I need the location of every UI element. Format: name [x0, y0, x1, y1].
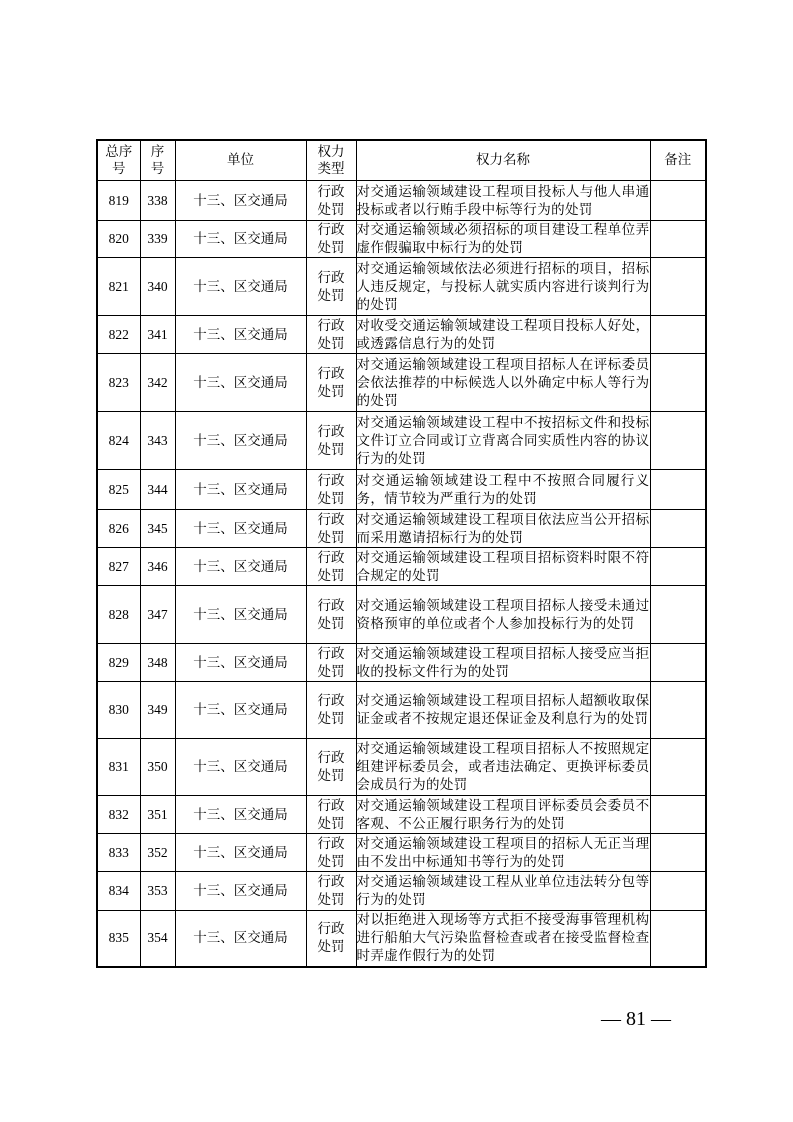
- header-name: 权力名称: [356, 140, 650, 181]
- cell-unit: 十三、区交通局: [175, 644, 306, 682]
- cell-unit: 十三、区交通局: [175, 412, 306, 470]
- cell-note: [650, 739, 706, 796]
- cell-type: 行政处罚: [306, 510, 356, 548]
- table-row: [97, 181, 706, 221]
- cell-unit: 十三、区交通局: [175, 586, 306, 644]
- table-row: [97, 911, 706, 967]
- header-total-no: 总序号: [97, 140, 140, 181]
- cell-type: 行政处罚: [306, 872, 356, 911]
- cell-total-no: 824: [97, 412, 140, 470]
- cell-total-no: 819: [97, 181, 140, 221]
- cell-note: [650, 796, 706, 834]
- cell-unit: 十三、区交通局: [175, 181, 306, 221]
- cell-note: [650, 834, 706, 872]
- cell-total-no: 833: [97, 834, 140, 872]
- header-type: 权力类型: [306, 140, 356, 181]
- cell-name: 对交通运输领域建设工程项目招标资料时限不符合规定的处罚: [356, 549, 650, 584]
- cell-type: 行政处罚: [306, 354, 356, 412]
- header-seq-no: 序号: [140, 140, 175, 181]
- cell-total-no: 829: [97, 644, 140, 682]
- cell-total-no: 835: [97, 911, 140, 967]
- table-row: [97, 739, 706, 796]
- table-row: [97, 644, 706, 682]
- cell-seq-no: 344: [140, 470, 175, 510]
- cell-seq-no: 349: [140, 682, 175, 739]
- cell-unit: 十三、区交通局: [175, 911, 306, 967]
- cell-note: [650, 548, 706, 586]
- page-number: — 81 —: [601, 1008, 671, 1030]
- cell-seq-no: 352: [140, 834, 175, 872]
- cell-unit: 十三、区交通局: [175, 548, 306, 586]
- table-row: [97, 221, 706, 258]
- table-body: [97, 181, 706, 967]
- cell-total-no: 831: [97, 739, 140, 796]
- power-list-table: [96, 139, 707, 968]
- cell-name: 对交通运输领域建设工程项目招标人不按照规定组建评标委员会，或者违法确定、更换评标委员会成员行为的处罚: [356, 739, 650, 796]
- table-row: [97, 470, 706, 510]
- cell-type: 行政处罚: [306, 470, 356, 510]
- cell-total-no: 827: [97, 548, 140, 586]
- table-row: [97, 354, 706, 412]
- cell-name: 对以拒绝进入现场等方式拒不接受海事管理机构进行船舶大气污染监督检查或者在接受监督检查时弄虚作假行为的处罚: [356, 911, 650, 967]
- cell-type: 行政处罚: [306, 834, 356, 872]
- cell-seq-no: 348: [140, 644, 175, 682]
- cell-type: 行政处罚: [306, 682, 356, 739]
- cell-seq-no: 350: [140, 739, 175, 796]
- cell-note: [650, 221, 706, 258]
- cell-seq-no: 353: [140, 872, 175, 911]
- cell-total-no: 821: [97, 258, 140, 316]
- cell-name: 对收受交通运输领域建设工程项目投标人好处，或透露信息行为的处罚: [356, 317, 650, 352]
- cell-name: 对交通运输领域必须招标的项目建设工程单位弄虚作假骗取中标行为的处罚: [356, 222, 650, 256]
- cell-total-no: 820: [97, 221, 140, 258]
- cell-type: 行政处罚: [306, 316, 356, 354]
- table-row: [97, 796, 706, 834]
- cell-name: 对交通运输领域建设工程项目招标人超额收取保证金或者不按规定退还保证金及利息行为的处罚: [356, 682, 650, 739]
- cell-type: 行政处罚: [306, 258, 356, 316]
- cell-type: 行政处罚: [306, 221, 356, 258]
- table-header-row: [97, 140, 706, 181]
- cell-type: 行政处罚: [306, 796, 356, 834]
- cell-seq-no: 342: [140, 354, 175, 412]
- cell-total-no: 834: [97, 872, 140, 911]
- cell-unit: 十三、区交通局: [175, 354, 306, 412]
- cell-name: 对交通运输领域建设工程项目投标人与他人串通投标或者以行贿手段中标等行为的处罚: [356, 181, 650, 221]
- cell-total-no: 822: [97, 316, 140, 354]
- cell-note: [650, 181, 706, 221]
- cell-type: 行政处罚: [306, 644, 356, 682]
- cell-type: 行政处罚: [306, 586, 356, 644]
- cell-note: [650, 911, 706, 967]
- cell-note: [650, 872, 706, 911]
- table-row: [97, 412, 706, 470]
- table-row: [97, 548, 706, 586]
- cell-total-no: 832: [97, 796, 140, 834]
- table-row: [97, 682, 706, 739]
- table-row: [97, 316, 706, 354]
- cell-name: 对交通运输领域建设工程从业单位违法转分包等行为的处罚: [356, 872, 650, 911]
- cell-type: 行政处罚: [306, 739, 356, 796]
- cell-note: [650, 586, 706, 644]
- cell-unit: 十三、区交通局: [175, 834, 306, 872]
- cell-note: [650, 412, 706, 470]
- cell-unit: 十三、区交通局: [175, 316, 306, 354]
- cell-total-no: 828: [97, 586, 140, 644]
- cell-name: 对交通运输领域建设工程项目依法应当公开招标而采用邀请招标行为的处罚: [356, 511, 650, 546]
- cell-unit: 十三、区交通局: [175, 796, 306, 834]
- cell-unit: 十三、区交通局: [175, 682, 306, 739]
- cell-name: 对交通运输领域建设工程项目招标人接受应当拒收的投标文件行为的处罚: [356, 645, 650, 680]
- cell-unit: 十三、区交通局: [175, 258, 306, 316]
- cell-unit: 十三、区交通局: [175, 872, 306, 911]
- cell-seq-no: 338: [140, 181, 175, 221]
- cell-note: [650, 354, 706, 412]
- cell-note: [650, 510, 706, 548]
- cell-name: 对交通运输领域建设工程中不按招标文件和投标文件订立合同或订立背离合同实质性内容的协议行为的处罚: [356, 412, 650, 470]
- table-row: [97, 258, 706, 316]
- cell-total-no: 830: [97, 682, 140, 739]
- cell-note: [650, 644, 706, 682]
- cell-unit: 十三、区交通局: [175, 510, 306, 548]
- cell-note: [650, 682, 706, 739]
- table-row: [97, 872, 706, 911]
- cell-seq-no: 347: [140, 586, 175, 644]
- header-unit: 单位: [175, 140, 306, 181]
- cell-name: 对交通运输领域建设工程项目招标人在评标委员会依法推荐的中标候选人以外确定中标人等行为的处罚: [356, 354, 650, 412]
- cell-name: 对交通运输领域依法必须进行招标的项目，招标人违反规定，与投标人就实质内容进行谈判行为的处罚: [356, 258, 650, 316]
- cell-type: 行政处罚: [306, 412, 356, 470]
- cell-total-no: 825: [97, 470, 140, 510]
- header-note: 备注: [650, 140, 706, 181]
- table-row: [97, 834, 706, 872]
- cell-seq-no: 346: [140, 548, 175, 586]
- cell-note: [650, 470, 706, 510]
- cell-note: [650, 316, 706, 354]
- cell-name: 对交通运输领域建设工程项目评标委员会委员不客观、不公正履行职务行为的处罚: [356, 797, 650, 832]
- cell-type: 行政处罚: [306, 181, 356, 221]
- cell-unit: 十三、区交通局: [175, 470, 306, 510]
- cell-name: 对交通运输领域建设工程项目的招标人无正当理由不发出中标通知书等行为的处罚: [356, 835, 650, 870]
- cell-note: [650, 258, 706, 316]
- cell-total-no: 823: [97, 354, 140, 412]
- cell-seq-no: 341: [140, 316, 175, 354]
- cell-unit: 十三、区交通局: [175, 221, 306, 258]
- cell-type: 行政处罚: [306, 911, 356, 967]
- cell-seq-no: 343: [140, 412, 175, 470]
- cell-name: 对交通运输领域建设工程中不按照合同履行义务，情节较为严重行为的处罚: [356, 470, 650, 510]
- cell-type: 行政处罚: [306, 548, 356, 586]
- cell-seq-no: 351: [140, 796, 175, 834]
- cell-seq-no: 345: [140, 510, 175, 548]
- cell-name: 对交通运输领域建设工程项目招标人接受未通过资格预审的单位或者个人参加投标行为的处罚: [356, 586, 650, 644]
- cell-unit: 十三、区交通局: [175, 739, 306, 796]
- cell-seq-no: 339: [140, 221, 175, 258]
- table-row: [97, 510, 706, 548]
- cell-seq-no: 354: [140, 911, 175, 967]
- cell-total-no: 826: [97, 510, 140, 548]
- cell-seq-no: 340: [140, 258, 175, 316]
- table-row: [97, 586, 706, 644]
